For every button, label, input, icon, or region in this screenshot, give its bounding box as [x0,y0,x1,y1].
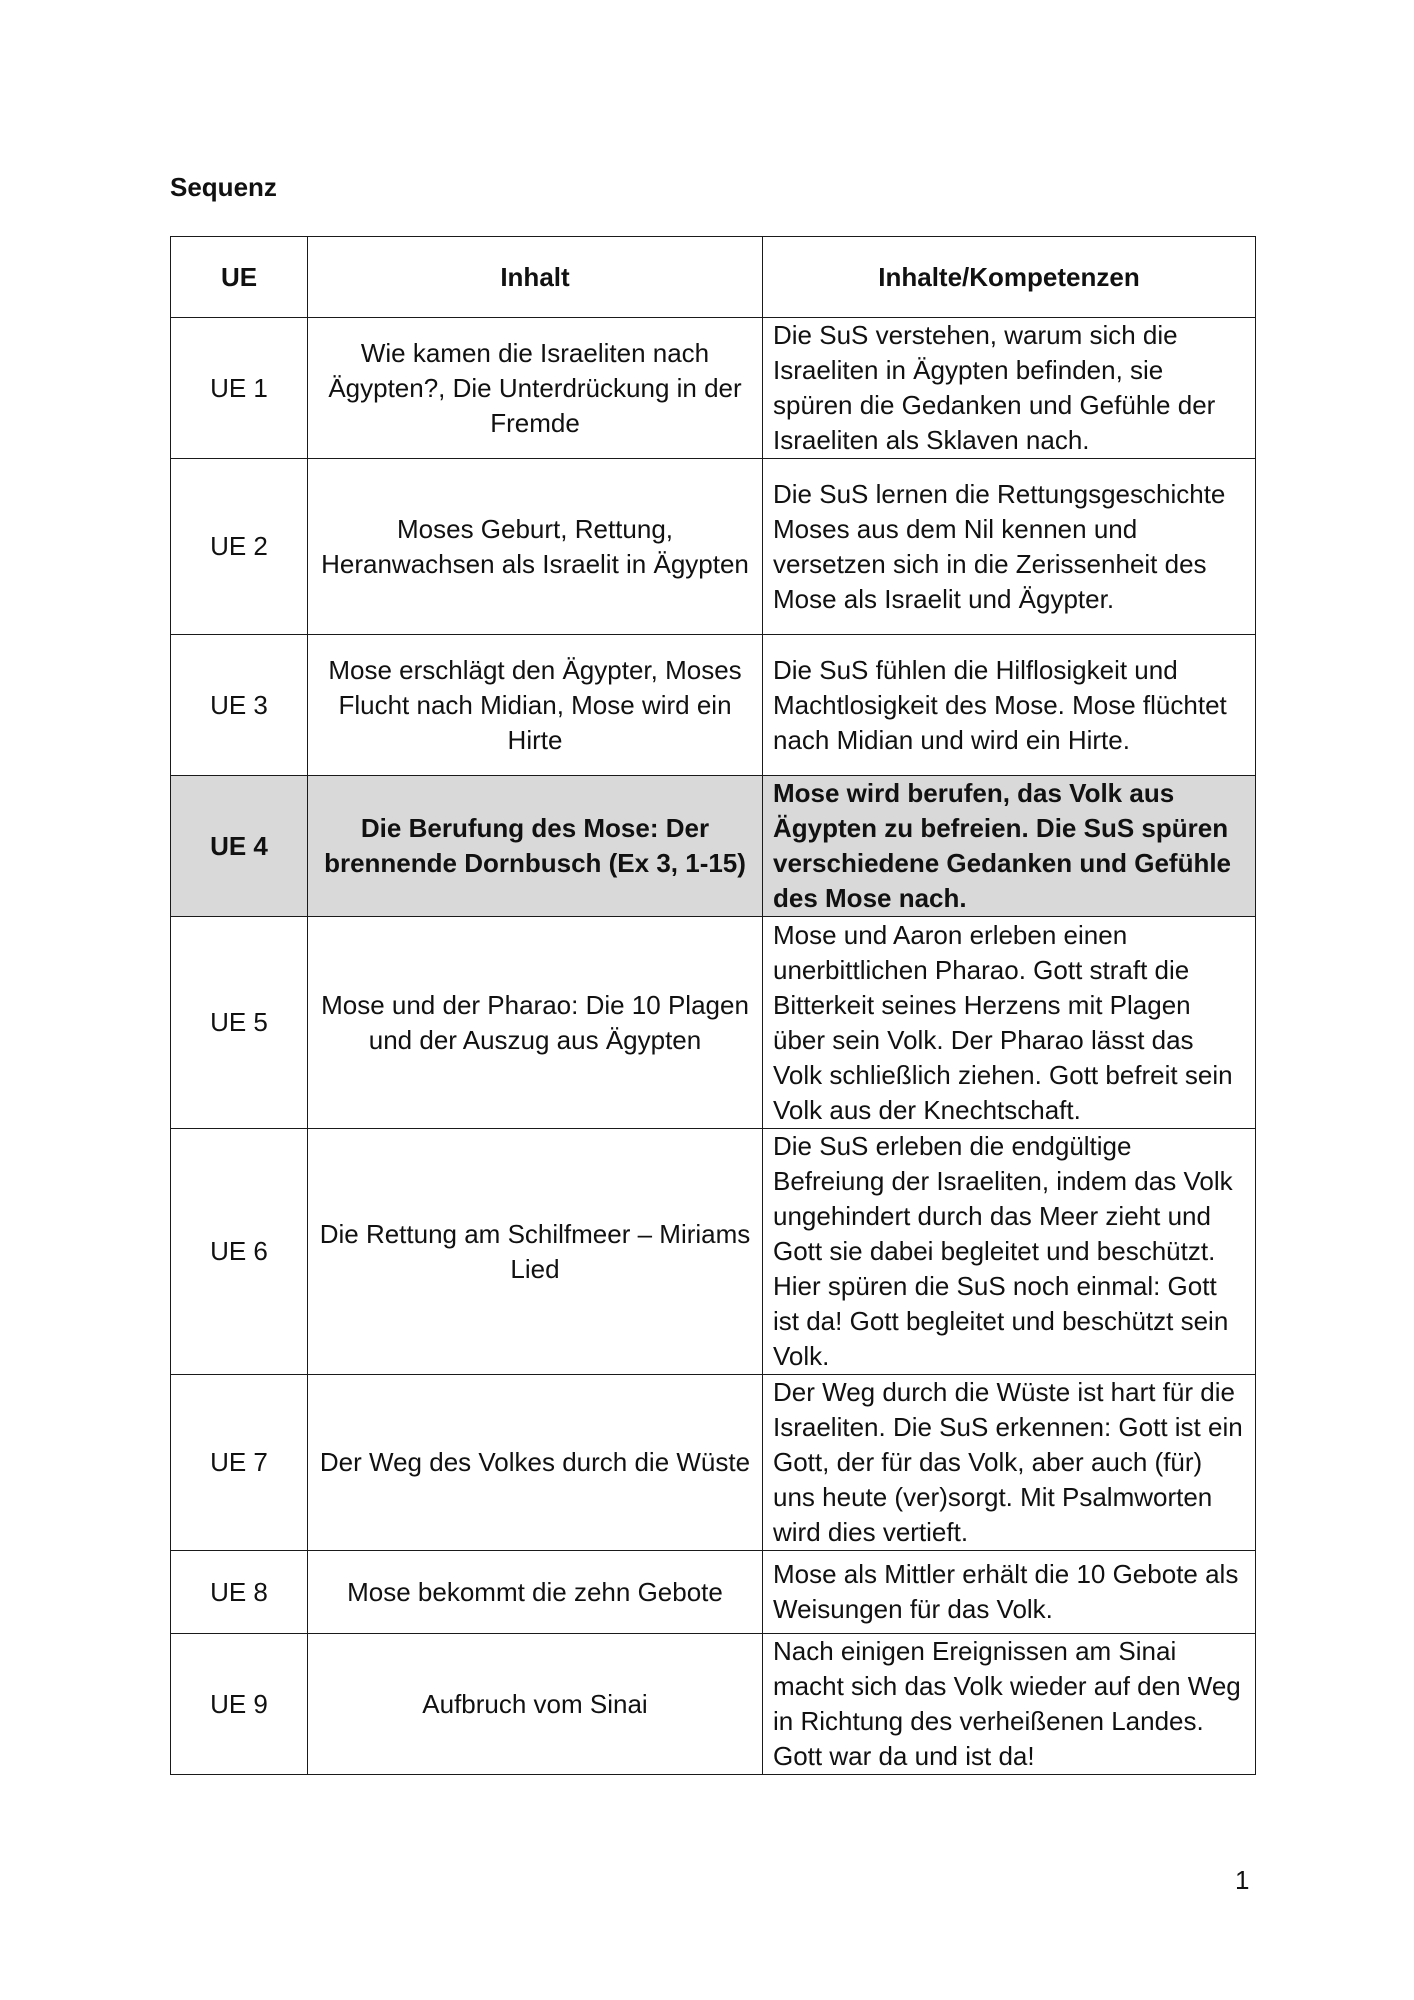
cell-kompetenzen: Die SuS erleben die endgültige Befreiung der Israeliten, indem das Volk ungehindert durch das Meer zieht und Gott sie dabei begleitet und beschützt. Hier spüren die SuS noch einmal: Gott ist da! Gott begleitet und beschützt sein Volk. [763,1129,1256,1375]
cell-inhalt: Moses Geburt, Rettung, Heranwachsen als Israelit in Ägypten [308,459,763,635]
cell-ue: UE 5 [171,917,308,1129]
cell-ue: UE 4 [171,776,308,917]
cell-ue: UE 6 [171,1129,308,1375]
cell-ue: UE 3 [171,635,308,776]
sequence-table [170,236,1256,1775]
table-row-highlighted [171,776,1256,917]
cell-ue: UE 8 [171,1551,308,1634]
table-row [171,1634,1256,1775]
table-row [171,318,1256,459]
cell-ue: UE 7 [171,1375,308,1551]
cell-ue: UE 1 [171,318,308,459]
cell-inhalt: Die Berufung des Mose: Der brennende Dornbusch (Ex 3, 1-15) [308,776,763,917]
header-ue: UE [171,237,308,318]
cell-inhalt: Wie kamen die Israeliten nach Ägypten?, Die Unterdrückung in der Fremde [308,318,763,459]
cell-inhalt: Mose erschlägt den Ägypter, Moses Flucht nach Midian, Mose wird ein Hirte [308,635,763,776]
page-number: 1 [1235,1865,1250,1895]
cell-kompetenzen: Mose und Aaron erleben einen unerbittlichen Pharao. Gott straft die Bitterkeit seines Herzens mit Plagen über sein Volk. Der Pharao lässt das Volk schließlich ziehen. Gott befreit sein Volk aus der Knechtschaft. [763,917,1256,1129]
table-header-row [171,237,1256,318]
table-row [171,635,1256,776]
cell-inhalt: Die Rettung am Schilfmeer – Miriams Lied [308,1129,763,1375]
cell-kompetenzen: Die SuS verstehen, warum sich die Israeliten in Ägypten befinden, sie spüren die Gedanken und Gefühle der Israeliten als Sklaven nach. [763,318,1256,459]
cell-kompetenzen: Nach einigen Ereignissen am Sinai macht sich das Volk wieder auf den Weg in Richtung des verheißenen Landes. Gott war da und ist da! [763,1634,1256,1775]
cell-ue: UE 2 [171,459,308,635]
table-row [171,1375,1256,1551]
cell-inhalt: Der Weg des Volkes durch die Wüste [308,1375,763,1551]
cell-ue: UE 9 [171,1634,308,1775]
cell-inhalt: Mose bekommt die zehn Gebote [308,1551,763,1634]
page-heading: Sequenz [170,172,277,202]
cell-kompetenzen: Die SuS fühlen die Hilflosigkeit und Machtlosigkeit des Mose. Mose flüchtet nach Midian und wird ein Hirte. [763,635,1256,776]
cell-kompetenzen: Die SuS lernen die Rettungsgeschichte Moses aus dem Nil kennen und versetzen sich in die Zerissenheit des Mose als Israelit und Ägypter. [763,459,1256,635]
table-row [171,459,1256,635]
cell-kompetenzen: Mose als Mittler erhält die 10 Gebote als Weisungen für das Volk. [763,1551,1256,1634]
cell-kompetenzen: Der Weg durch die Wüste ist hart für die Israeliten. Die SuS erkennen: Gott ist ein Gott, der für das Volk, aber auch (für) uns heute (ver)sorgt. Mit Psalmworten wird dies vertieft. [763,1375,1256,1551]
cell-inhalt: Aufbruch vom Sinai [308,1634,763,1775]
cell-inhalt: Mose und der Pharao: Die 10 Plagen und der Auszug aus Ägypten [308,917,763,1129]
table-row [171,917,1256,1129]
cell-kompetenzen: Mose wird berufen, das Volk aus Ägypten zu befreien. Die SuS spüren verschiedene Gedanken und Gefühle des Mose nach. [763,776,1256,917]
table-row [171,1129,1256,1375]
header-inhalt: Inhalt [308,237,763,318]
table-row [171,1551,1256,1634]
header-kompetenzen: Inhalte/Kompetenzen [763,237,1256,318]
